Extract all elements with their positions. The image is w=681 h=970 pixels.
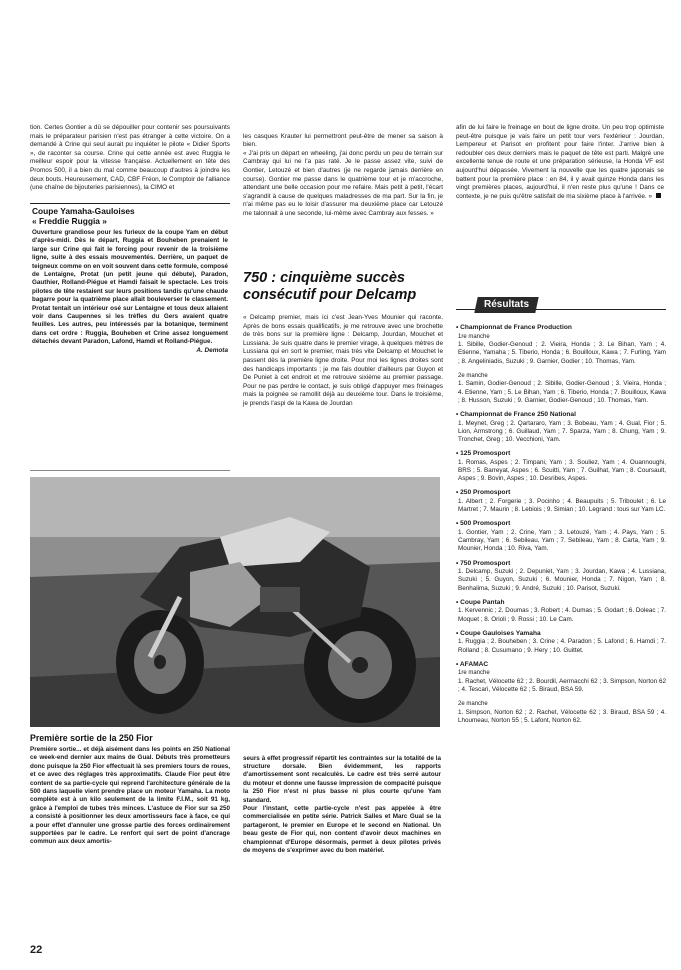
result-text: 1. Meynet, Greg ; 2. Qartararo, Yam ; 3. Bobeau, Yam ; 4. Gual, Fior ; 5. Lion, Armstrong ; 6. Guillaud, Yam ; 7. Sparza, Yam ; 8. Chung, Yam ; 9. Tronchet, Greg ; 10. Vecchioni, Yam.: [458, 419, 666, 443]
result-title: • 250 Promosport: [456, 489, 511, 497]
result-manche: 1re manche: [458, 333, 490, 340]
article-column-2-750: [243, 314, 443, 409]
result-block: [456, 520, 666, 553]
article-paragraph: tion. Certes Gontier a dû se dépouiller pour contenir ses poursuivants mais le préparateur parisien n'est pas étranger à cette victoire. On a demandé à Crine qui seul aurait pu inquiéter le pilote « Didier Sports », de raconter sa course. Crine qui cette année est avec Ruggia le meilleur espoir pour la vitesse française. Actuellement en tête des Promos 500, il a bien du mal comme beaucoup d'autres à joindre les deux bouts. Heureusement, CAD, CBF Fréon, le Comptoir de l'alliance (une chaîne de bijouteries parisiennes), la CIMO et: [30, 124, 230, 192]
article-column-2-top: [243, 124, 443, 227]
result-block: [456, 700, 666, 725]
result-block: [456, 599, 666, 624]
result-title: • AFAMAC: [456, 660, 489, 668]
caption-text: seurs à effet progressif répartit les contraintes sur la totalité de la structure dorsale. Bien évidemment, les rapports d'amortissement sont recalculés. Le cadre est très serré autour du moteur et donne une fausse impression de compacité puisque la 250 Fior n'est ni plus basse ni plus courte qu'une Yam standard. Pour l'instant, cette partie-cycle n'est pas appelée à être commercialisée en petite série. Patrick Salles et Marc Gual se la partageront, le premier en Europe et le second en National. Un beau geste de Fior qui, non content d'avoir deux machines en championnat d'Europe désormais, permet à deux pilotes privés de moyens de s'exprimer avec du bon matériel.: [243, 754, 441, 855]
article-column-3-top: [456, 124, 664, 201]
result-block: [456, 372, 666, 405]
results-list: [456, 324, 666, 731]
result-title: • Coupe Pantah: [456, 598, 505, 606]
box-rule-top: [30, 203, 230, 204]
result-manche: 1re manche: [458, 670, 490, 677]
box-subtitle: « Freddie Ruggia »: [32, 216, 107, 226]
headline-750: 750 : cinquième succès consécutif pour Delcamp: [243, 270, 417, 303]
end-mark-icon: [656, 193, 661, 198]
result-block: [456, 630, 666, 655]
result-block: [456, 560, 666, 593]
page-number: 22: [30, 944, 43, 956]
box-signature: A. Demota: [196, 346, 228, 354]
results-header: [474, 297, 538, 313]
result-block: [456, 661, 666, 695]
article-paragraph: les casques Krauter lui permettront peut-être de mener sa saison à bien. « J'ai pris un départ en wheeling, j'ai donc perdu un peu de terrain sur Cambray qui lui ne l'a pas raté. Je le passe assez vite, suivi de Gontier, Letouzé et bien d'autres (je ne regarde jamais derrière en course). Gontier me passe dans le quatrième tour et je m'accroche, attendant une belle occasion pour me refaire. Mais petit à petit, l'écart s'agrandit à cause de quelques maladresses de ma part. Sur la fin, je n'ai même pas eu le loisir d'assurer ma deuxième place car Letouzé me talonnait à une seconde, lui-même avec Cambray aux fesses. »: [243, 132, 443, 217]
result-title: • 500 Promosport: [456, 520, 511, 528]
article-paragraph: « Delcamp premier, mais ici c'est Jean-Yves Mounier qui raconte. Après de bons essais qualificatifs, je me retrouve avec une brochette de très bons sur la première ligne : Delcamp, Jourdan, Mouchet et Lussiana. Je suis quatre dans le premier virage, à quelques mètres de Lussiana qui en sort le premier, mais très vite Delcamp et Mouchet le passent dès la première ligne droite. Pour moi les lignes droites sont des handicaps importants ; je me fais doubler d'ailleurs par Guyon et De Puniet à cet endroit et me retrouve sixième au premier passage. Pour ne pas perdre le contact, je suis obligé d'appuyer mes freinages mais la poignée se ramollit déjà au deuxième tour. Dans le troisième, je prends l'aspi de la Kawa de Jourdan: [243, 314, 443, 407]
result-text: 1. Albert ; 2. Forgerie ; 3. Pocinho ; 4. Beaupuits ; 5. Triboulet ; 6. Le Martret ; 7. Maurin ; 8. Lebiois ; 9. Simian ; 10. Legrand : tous sur Yam LC.: [458, 498, 666, 514]
box-title: Coupe Yamaha-Gauloises: [32, 206, 135, 216]
result-text: 1. Romas, Aspes ; 2. Timpani, Yam ; 3. Souliez, Yam ; 4. Ouannoughi, BRS ; 5. Barreyat, Aspes ; 6. Scuitti, Yam ; 7. Guilhat, Yam ; 8. Coursault, Aspes ; 9. Bovin, Aspes ; 10. Desribes, Aspes.: [458, 458, 666, 483]
result-block: [456, 450, 666, 483]
result-text: 1. Delcamp, Suzuki ; 2. Depuniet, Yam ; 3. Jourdan, Kawa ; 4. Lussiana, Suzuki ; 5. Guyon, Suzuki ; 6. Mounier, Honda ; 7. Nigon, Yam ; 8. Benhalima, Suzuki ; 9. André, Suzuki ; 10. Parisot, Suzuki.: [458, 568, 666, 592]
result-text: 1. Sibille, Godier-Genoud ; 2. Vieira, Honda ; 3. Le Bihan, Yam ; 4. Etienne, Yamaha ; 5. Tiberio, Honda ; 6. Bouilloux, Kawa ; 7. Furling, Yam ; 8. Angeliniadis, Suzuki ; 9. Garnier, Godier ; 10. Thomas, Yam.: [458, 341, 666, 365]
article-paragraph-text: afin de lui faire le freinage en bout de ligne droite. Un peu trop optimiste peut-être puisque je vais faire un petit tour vers l'extérieur : Jourdan, Lempereur et Parisot en profitent pour faire l'inter. J'arrive bien à redoubler ces deux derniers mais le paquet de tête est parti. Malgré une excellente tenue de route et une préparation sérieuse, la Honda VF est aujourd'hui dépassée. Vivement la nouvelle que les quatre japonais se battent pour la première place : en 84, il y avait quinze Honda dans les vingt premières places, aujourd'hui, il n'en reste plus qu'une ! Dans ce contexte, je ne puis qu'être satisfait de ma sixième place à l'arrivée. »: [456, 124, 664, 200]
article-column-1-top: [30, 124, 230, 193]
result-manche: 2e manche: [458, 701, 488, 708]
result-title: • Championnat de France 250 National: [456, 411, 576, 418]
article-paragraph: [456, 124, 664, 201]
result-title: • Championnat de France Production: [456, 324, 572, 331]
motorcycle-illustration: [30, 477, 440, 727]
result-block: [456, 411, 666, 444]
result-block: [456, 324, 666, 366]
result-text: 1. Rachet, Vélocette 62 ; 2. Bourdil, Aermacchi 62 ; 3. Simpson, Norton 62 ; 4. Tescari, Vélocette 62 ; 5. Biraud, BSA 59.: [458, 678, 666, 694]
box-body: Ouverture grandiose pour les furieux de la coupe Yam en début d'après-midi. Dès le départ, Ruggia et Bouheben prenaient le large sur Crine qui fait le forcing pour revenir de la troisième ligne, suite à des essais mouvementés. Derrière, un paquet de teigneux comme on en voit souvent dans cette formule, composé de Lentaigne, Protat (un petit jeune qui débute), Paradon, Gauthier, Rolland-Piégue et Hamdi faisait le spectacle. Les trois pilotes de tête restaient sur leurs positions tandis qu'une chaude bagarre pour la quatrième place allait bouleverser le classement. Protat tentait un intérieur osé sur Lentaigne et tous deux allaient voir dans Caupennes si les trèfles du Gers avaient quatre feuilles. Les autres, peu intéressés par la botanique, terminent dans cet ordre : Ruggia, Bouheben et Crine assez longuement détachés devant Paradon, Lafond, Hamdi et Rolland-Piégue.: [32, 229, 228, 346]
photo-250-fior: [30, 477, 440, 727]
photo-caption: [30, 733, 440, 744]
coupe-yamaha-box: [32, 206, 228, 355]
photo-caption-col-2: [243, 746, 441, 864]
box-rule-bottom: [30, 470, 230, 471]
result-title: • Coupe Gauloises Yamaha: [456, 629, 541, 637]
result-text: 1. Samin, Godier-Genoud ; 2. Sibille, Godier-Genoud ; 3. Vieira, Honda ; 4. Etienne, Yam ; 5. Le Bihan, Yam ; 6. Tiberio, Honda ; 7. Bouilloux, Kawa ; 8. Husson, Suzuki ; 9. Garnier, Godier-Genoud ; 10. Thomas, Yam.: [458, 380, 666, 404]
caption-title: Première sortie de la 250 Fior: [30, 733, 153, 743]
result-text: 1. Simpson, Norton 62 ; 2. Rachet, Vélocette 62 ; 3. Biraud, BSA 59 ; 4. Lhoumeau, Norton 55 ; 5. Lafont, Norton 62.: [458, 709, 666, 725]
result-title: • 125 Promosport: [456, 450, 511, 458]
result-text: 1. Kervennic ; 2. Doumas ; 3. Robert ; 4. Dumas ; 5. Godart ; 6. Doleac ; 7. Moquet ; 8. Orioli ; 9. Rossi ; 10. Le Cam.: [458, 607, 666, 623]
results-header-label: Résultats: [484, 299, 530, 310]
result-manche: 2e manche: [458, 372, 488, 379]
photo-caption-col-1: [30, 746, 230, 847]
result-text: 1. Ruggia ; 2. Bouheben ; 3. Crine ; 4. Paradon ; 5. Lafond ; 6. Hamdi ; 7. Rolland ; 8. Cusumano ; 9. Hery ; 10. Guittet.: [458, 638, 666, 654]
result-text: 1. Gontier, Yam ; 2. Crine, Yam ; 3. Letouzé, Yam ; 4. Pays, Yam ; 5. Cambray, Yam ; 6. Sebileau, Yam ; 7. Sebileau, Yam ; 8. Carta, Yam ; 9. Mounier, Honda ; 10. Riva, Yam.: [458, 529, 666, 553]
result-title: • 750 Promosport: [456, 559, 511, 567]
result-block: [456, 489, 666, 514]
caption-text: Première sortie... et déjà aisément dans les points en 250 National ce week-end dernier aux mains de Gual. Débuts très prometteurs donc puisque la 250 Fior effectuait là ses premiers tours de roues, et ce avec des réglages très approximatifs. Claude Fior peut être content de sa partie-cycle qui reprend l'architecture générale de la 500 dans laquelle vient prendre place un moteur Yamaha. La moto complète est à un kilo seulement de la limite F.I.M., soit 91 kg, grâce à l'emploi de tubes très minces. L'astuce de Fior sur sa 250 a consisté à positionner les deux amortisseurs face à face, ce qui a pour effet d'annuler une grosse partie des forces ordinairement supportées par le cadre. Le renfort qui sert de point d'ancrage commun aux deux amortis-: [30, 746, 230, 846]
